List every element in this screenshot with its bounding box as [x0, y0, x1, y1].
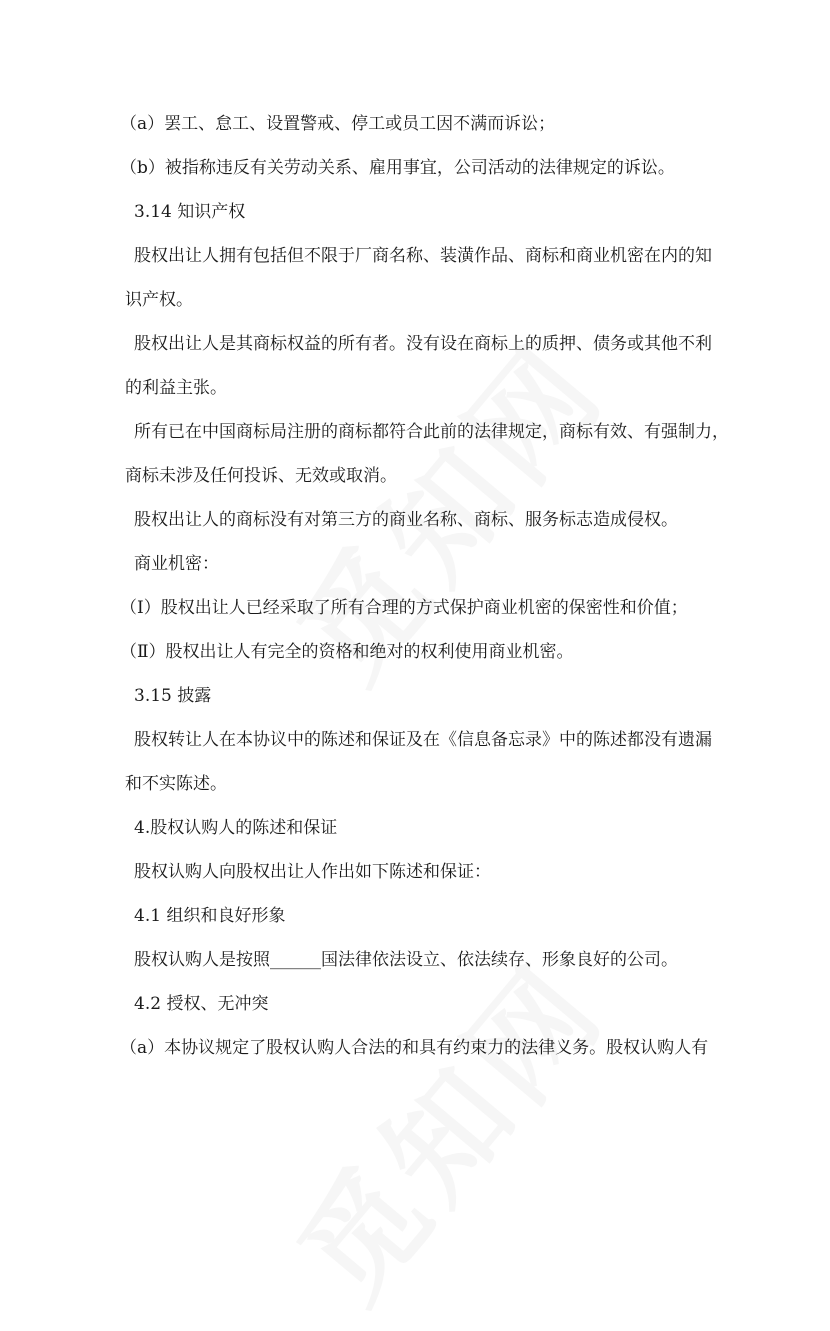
paragraph-line: （a）本协议规定了股权认购人合法的和具有约束力的法律义务。股权认购人有	[120, 1038, 709, 1058]
paragraph-line: 股权出让人的商标没有对第三方的商业名称、商标、服务标志造成侵权。	[134, 510, 678, 530]
paragraph-line: 股权转让人在本协议中的陈述和保证及在《信息备忘录》中的陈述都没有遗漏	[134, 730, 712, 750]
paragraph-line: 股权出让人拥有包括但不限于厂商名称、装潢作品、商标和商业机密在内的知	[134, 246, 712, 266]
watermark	[254, 921, 636, 1330]
section-heading: 4.2 授权、无冲突	[134, 994, 269, 1014]
paragraph-line: 商标未涉及任何投诉、无效或取消。	[125, 466, 397, 486]
paragraph-line: 股权出让人是其商标权益的所有者。没有设在商标上的质押、债务或其他不利	[134, 334, 712, 354]
paragraph-line: 识产权。	[125, 290, 193, 310]
paragraph-line: （Ⅰ）股权出让人已经采取了所有合理的方式保护商业机密的保密性和价值；	[120, 598, 688, 618]
paragraph-line: 所有已在中国商标局注册的商标都符合此前的法律规定，商标有效、有强制力，	[134, 422, 729, 442]
section-heading: 4.1 组织和良好形象	[134, 906, 286, 926]
paragraph-line: 的利益主张。	[125, 378, 227, 398]
paragraph-line: （a）罢工、怠工、设置警戒、停工或员工因不满而诉讼；	[120, 114, 556, 134]
paragraph-line: 股权认购人是按照______国法律依法设立、依法续存、形象良好的公司。	[134, 950, 678, 970]
section-heading: 3.14 知识产权	[134, 202, 246, 222]
paragraph-line: 股权认购人向股权出让人作出如下陈述和保证：	[134, 862, 491, 882]
paragraph-line: 商业机密：	[134, 554, 219, 574]
section-heading: 3.15 披露	[134, 686, 212, 706]
paragraph-line: （b）被指称违反有关劳动关系、雇用事宜，公司活动的法律规定的诉讼。	[120, 158, 675, 178]
paragraph-line: 和不实陈述。	[125, 774, 227, 794]
paragraph-line: （Ⅱ）股权出让人有完全的资格和绝对的权利使用商业机密。	[120, 642, 574, 662]
section-heading: 4.股权认购人的陈述和保证	[134, 818, 338, 838]
